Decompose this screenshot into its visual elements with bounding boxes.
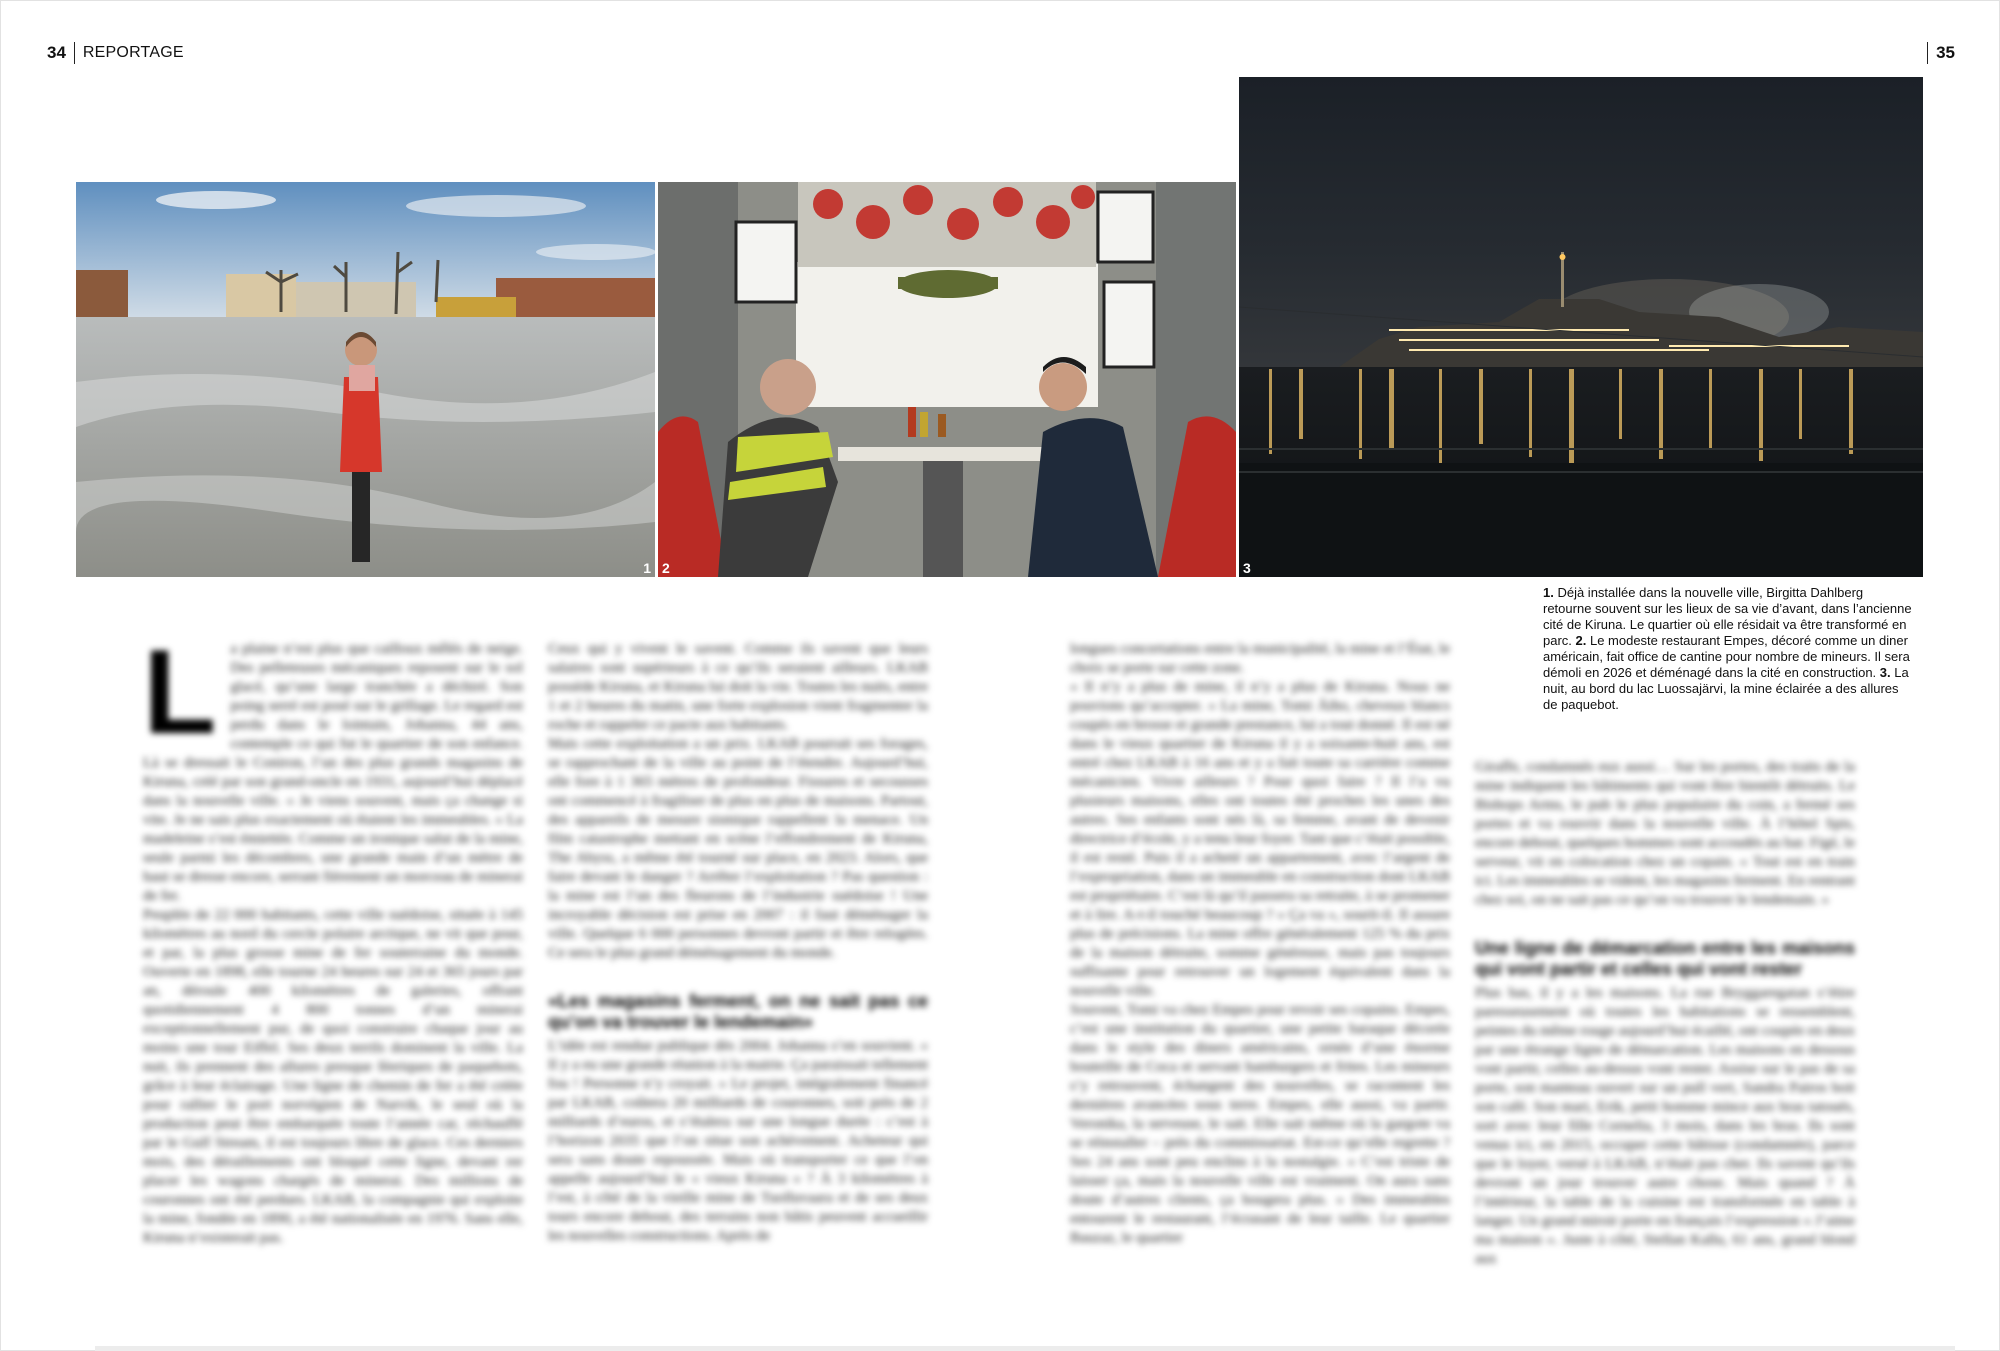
photo-number: 2: [662, 560, 670, 576]
article-paragraph: Giraffe, condamnés eux aussi… Sur les portes, des traits de la mine indiquent les bâtiments qui vont être bientôt détruits. Le Bishops Arms, le pub le plus populaire du coin, a fermé ses portes et va rouvrir dans la nouvelle ville. À l’hôtel Spis, encore debout, quelques hommes sont accoudés au bar. Figé, le serveur, vit en colocation chez un copain. « Tout est en train ici. Les immeubles se vident, les magasins ferment. En rentrant chez soi, on ne sait pas ce qu’on va trouver le lendemain. »: [1475, 759, 1855, 908]
caption-text-2: Le modeste restaurant Empes, décoré comme un diner américain, fait office de cantine pour nombre de mineurs. Il sera démoli en 2026 et déménagé dans la cité en construction.: [1543, 633, 1910, 680]
right-page-number: 35: [1936, 43, 1955, 62]
photo-caption: [1543, 585, 1913, 713]
photo-mine-at-night: [1239, 77, 1923, 577]
photo-miners-in-diner: [658, 182, 1236, 577]
article-paragraph: « Il n’y a plus de mine, il n’y a plus de Kiruna. Nous ne pouvions qu’accepter. » La mine, Tomi Äiho, cheveux blancs coupés en brosse et grande prestance, lui a tout donné. Il est né dans le vieux quartier de Kiruna il y a soixante-huit ans, est entré chez LKAB à 16 ans et y a fait toute sa carrière comme mécanicien. Vivre ailleurs ? Pour quoi faire ? Il l’a vu plusieurs maisons, elles ont toutes été proches les unes des autres. Ses enfants sont nés là, sa femme, avant de devenir directrice d’école, y a tenu leur foyer. Tant que c’était possible, il est resté. Puis il a acheté un appartement, avec l’argent de l’expropriation, dans un immeuble en construction dont LKAB est propriétaire. C’est là qu’il passera sa retraite, à se promener et à lire. A-t-il touché beaucoup ? « Ça va », sourit-il. Il assure plus de précisions. La mine offre généralement 125 % du prix de la maison détruite, somme généreuse, mais pas toujours suffisante pour retrouver un logement équivalent dans la nouvelle ville.: [1070, 679, 1450, 999]
left-page-number: 34: [47, 43, 66, 62]
article-paragraph: Plus bas, il y a les maisons. La rue Bryggaregatan s’étire paresseusement où toutes les habitations se ressemblent, peintes du même rouge aujourd’hui écaillé, ont coupée en deux par une étrange ligne de démarcation. Les maisons en dessous vont partir, celles au-dessus vont rester. Assise sur le pas de sa porte, son manteau ouvert sur un pull vert, Sandra Pairos boit son café. Son mari, Erik, petit homme mince aux bras tatoués, sort avec leur fille Cornelia, 3 mois, dans les bras. Ils sont venus ici, en 2015, occuper cette bâtisse (condamnée), parce que le loyer, versé à LKAB, n’était pas cher. Ils savent qu’ils devront un jour trouver autre chose. Mais quand ? À l’intérieur, la table de la cuisine est transformée en table à langer. Un grand miroir porte en français l’expression « J’aime ma maison ». Juste à côté, Stellan Kallu, 61 ans, grand blond aux: [1475, 985, 1855, 1267]
photo-woman-in-demolished-field: [76, 182, 655, 577]
folio-divider-right: [1927, 42, 1928, 64]
article-paragraph: Souvent, Tomi va chez Empes pour revoir ses copains. Empes, c’est une institution du quartier, une petite baraque décorée dans le style des diners américains, ornée d’une énorme bouteille de Coca et servant hamburgers et frites. Les mineurs s’y retrouvent, échangent des nouvelles, se racontent les dernières avancées sous terre. Empes, elle aussi, va partir. Veronika, la serveuse, le sait. Elle sait même où la gargote va se réinstaller – près du commissariat. Est-ce qu’elle regrette ? Ses 24 ans sont peu enclins à la nostalgie. « C’est triste de laisser ça, mais la nouvelle ville est vraiment. On aura sans doute d’autres clients, ça bougera plus. » Des immeubles entourent le restaurant, l’écrasant de leur taille. Le quartier Bauzaz, le quartier: [1070, 1002, 1450, 1246]
article-paragraph: Peuplée de 22 000 habitants, cette ville suédoise, située à 145 kilomètres au nord du cercle polaire arctique, ne vit que pour, et par, la plus grosse mine de fer souterraine du monde. Ouverte en 1898, elle tourne 24 heures sur 24 et 365 jours par an, déroule 400 kilomètres de galeries, offrant quotidiennement 4 800 tonnes d’un minerai exceptionnellement pur, de quoi construire chaque jour au moins une tour Eiffel. Ses deux terrils dominent la ville. La nuit, ils prennent des allures presque féeriques de paquebots, grâce à leur éclairage. Une ligne de chemin de fer a été créée pour rallier le port norvégien de Narvik, le seul où la production peut être embarquée toute l’année car, réchauffé par le Gulf Stream, il est toujours libre de glace. Ces derniers mois, des déraillements ont bloqué cette ligne, devant rer placer les wagons chargés de minerai. Des millions de couronnes ont été perdues. LKAB, la compagnie qui exploite la mine, fondée en 1890, a été nationalisée en 1976. Sans elle, Kiruna n’existerait pas.: [143, 907, 523, 1246]
photo-number: 3: [1243, 560, 1251, 576]
article-column-2: [548, 640, 928, 1246]
drop-cap: L: [143, 625, 217, 759]
folio-left: [47, 42, 184, 64]
caption-text-1: Déjà installée dans la nouvelle ville, Birgitta Dahlberg retourne souvent sur les lieux de sa vie d’avant, dans l’ancienne cité de Kiruna. Le quartier où elle résidait va être transformé en parc.: [1543, 585, 1912, 648]
article-paragraph: Ceux qui y vivent le savent. Comme ils savent que leurs salaires sont supérieurs à ce qu’ils seraient ailleurs. LKAB possède Kiruna, et Kiruna lui doit la vie. Toutes les nuits, entre 1 et 2 heures du matin, une forte explosion vient fragmenter la roche et rappeler ce pacte aux habitants.: [548, 641, 928, 733]
section-title: REPORTAGE: [82, 44, 184, 61]
article-column-4: [1475, 758, 1855, 1269]
article-column-1: [143, 625, 523, 1248]
photo-number: 1: [643, 560, 651, 576]
caption-number-2: 2.: [1575, 633, 1587, 648]
article-paragraph: L’idée est rendue publique dès 2004. Johanna s’en souvient. « Il y a eu une grande réunion à la mairie. Ça paraissait tellement fou ! Personne n’y croyait. » Le projet, intégralement financé par LKAB, coûtera 20 milliards de couronnes, soit près de 2 milliards d’euros, et s’étalera sur une longue durée : c’est à l’horizon 2035 que l’on situe son achèvement. Acheteur qui sera sans doute repoussée. Mais où transporter ce que l’on appelle aujourd’hui le « vieux Kiruna » ? À 3 kilomètres à l’est, à côté de la vieille mine de Tuolluvaara et de ses deux tours encore debout, des terrains non bâtis peuvent accueillir les nouvelles constructions. Après de: [548, 1038, 928, 1244]
folio-divider: [74, 42, 75, 64]
article-column-3: [1070, 640, 1450, 1248]
caption-text-3: La nuit, au bord du lac Luossajärvi, la mine éclairée a des allures de paquebot.: [1543, 665, 1909, 712]
article-paragraph: a plaine n’est plus que cailloux mêlés de neige. Des pelleteuses mécaniques reposent sur le sol glacé, qu’une large tranchée a déchiré. Son poing serré est posé sur le grillage. Le regard est perdu dans le lointain, Johanna, 44 ans, contemple ce qui fut le quartier de son enfance. Là se dressait le Coniron, l’un des plus grands magasins de Kiruna, créé par son grand-oncle en 1931, aujourd’hui déplacé dans la nouvelle ville. « Je viens souvent, mais ça change si vite. Je ne sais plus exactement où étaient les immeubles. » La madeleine s’est émiettée. Comme un ironique salut de la mine, seule parmi les décombres, une grande main d’un mètre de haut se dresse encore, serrant fièrement un morceau de minerai de fer.: [143, 641, 523, 904]
article-paragraph: Mais cette exploitation a un prix. LKAB pourrait ses forages, se rapprochant de la ville au point de l’étendre. Aujourd’hui, elle fore à 1 365 mètres de profondeur. Fissures et secousses ont commencé à fragiliser de plus en plus de maisons. Partout, des appareils de mesure sismique rappellent la menace. Un film catastrophe mettant en scène l’effondrement de Kiruna, The Abyss, a même été tourné sur place, en 2023. Alors, que faire devant le danger ? Arrêter l’exploitation ? Pas question : la mine est l’un des fleurons de l’industrie suédoise ! Une incroyable décision est prise en 2007 : il faut déménager la ville. Quelque 6 000 personnes devront partir et être relogées. Ce sera le plus grand déménagement du monde.: [548, 736, 928, 961]
article-paragraph: longues concertations entre la municipalité, la mine et l’État, le choix se porte sur cette zone.: [1070, 641, 1450, 676]
article-subhead: Une ligne de démarcation entre les maisons qui vont partir et celles qui vont rester: [1475, 938, 1855, 979]
caption-number-3: 3.: [1879, 665, 1891, 680]
caption-number-1: 1.: [1543, 585, 1554, 600]
page-bottom-edge: [95, 1346, 1955, 1351]
article-subhead: «Les magasins ferment, on ne sait pas ce qu’on va trouver le lendemain»: [548, 991, 928, 1032]
folio-right: [1919, 42, 1955, 64]
